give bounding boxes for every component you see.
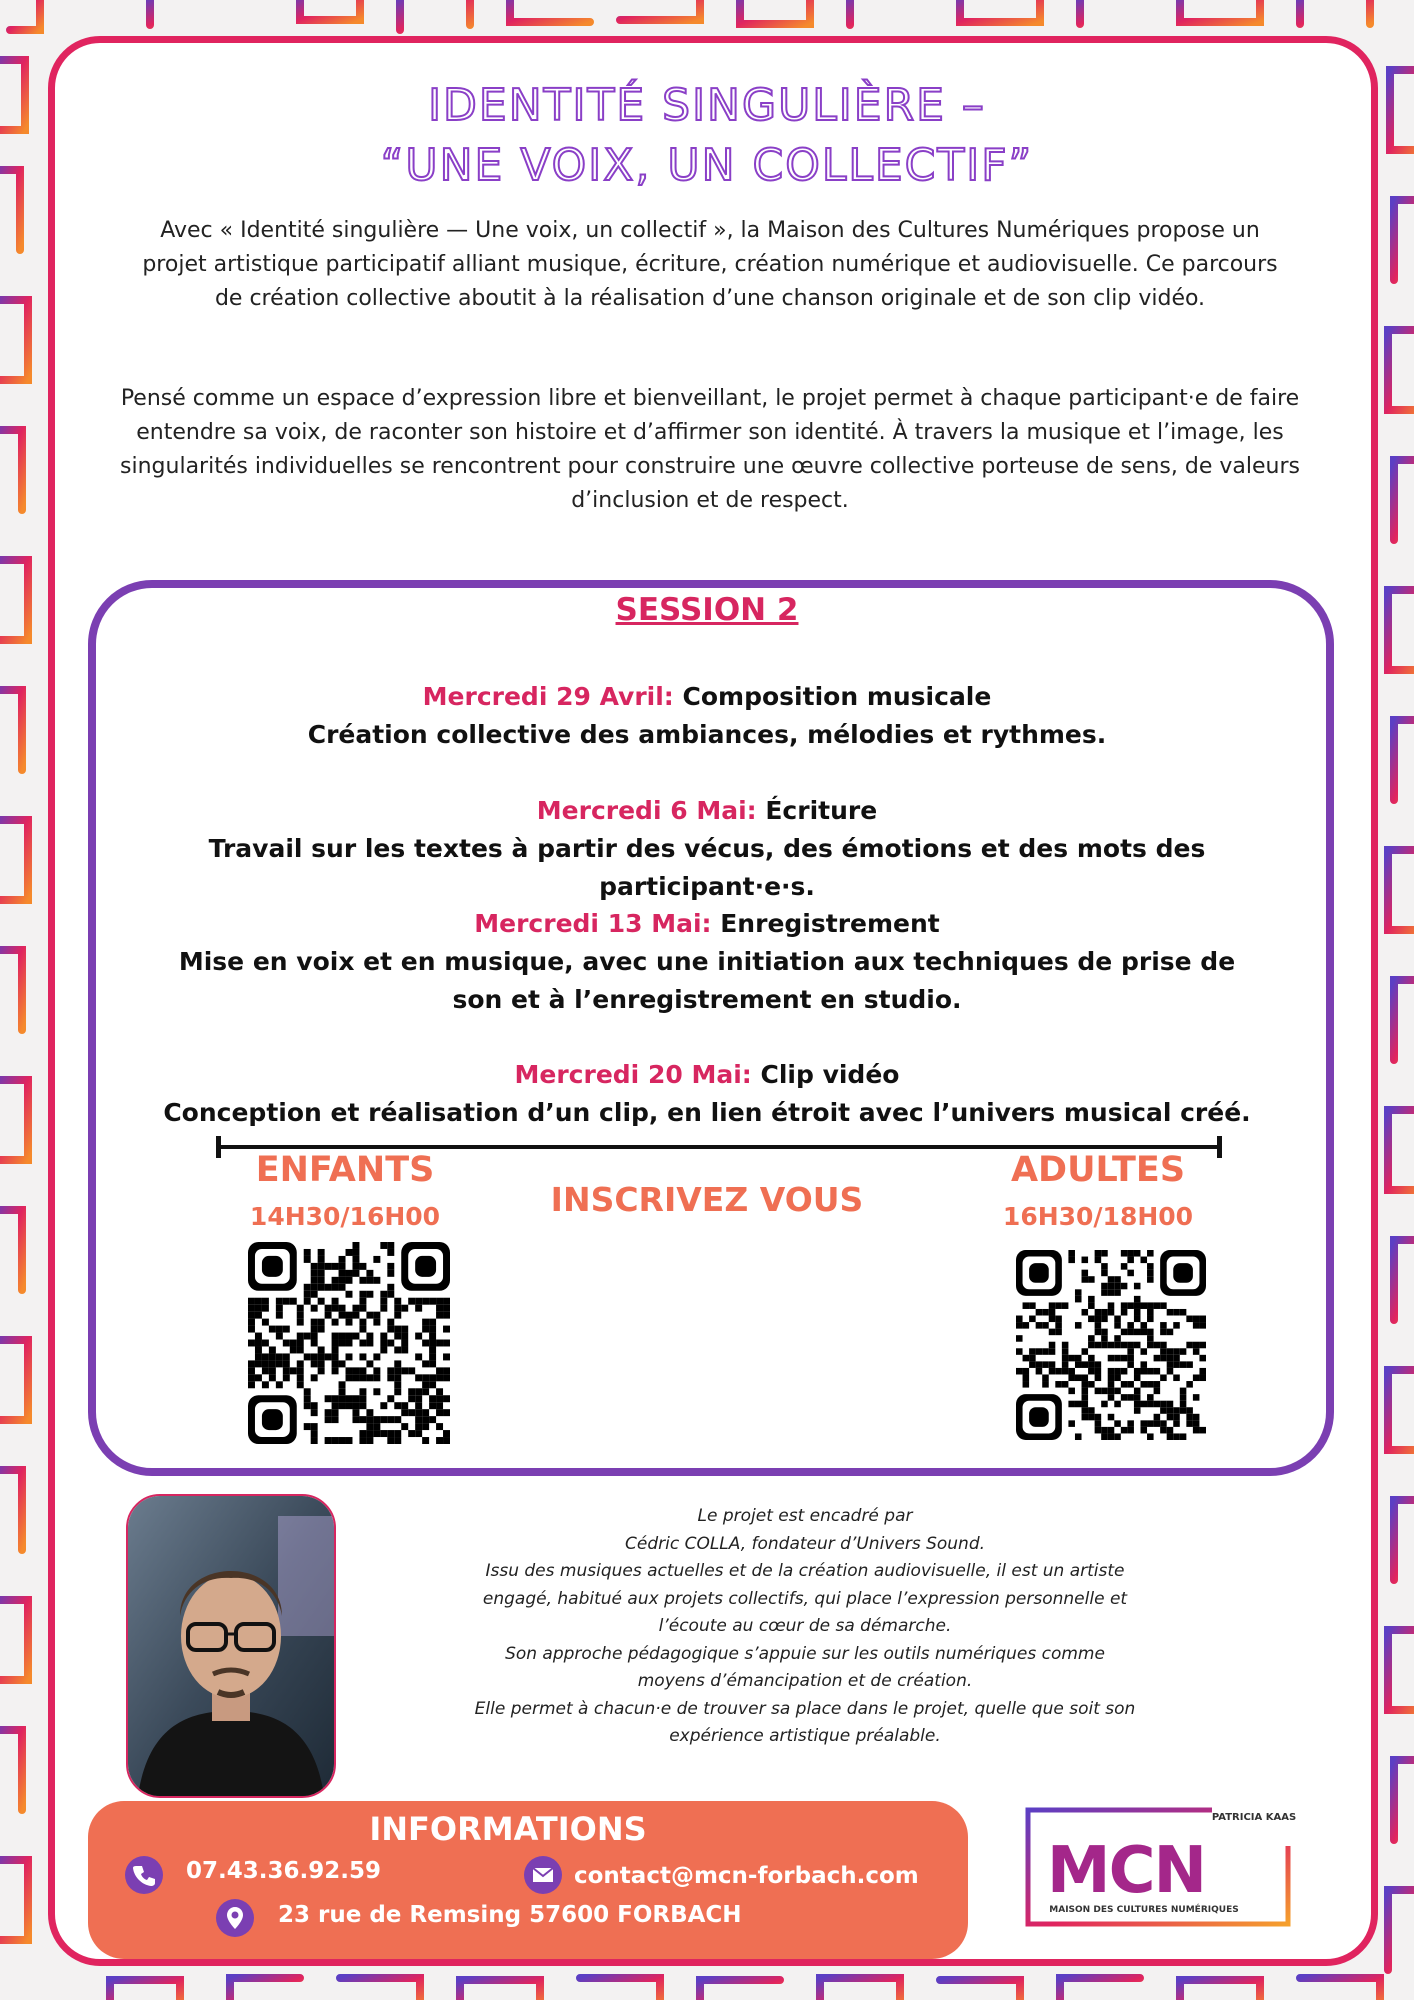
- day-topic: Clip vidéo: [760, 1060, 900, 1089]
- day-topic: Écriture: [765, 796, 878, 825]
- email-address[interactable]: contact@mcn-forbach.com: [574, 1863, 919, 1889]
- email-icon: [524, 1856, 562, 1894]
- day-description: Travail sur les textes à partir des vécus, des émotions et des mots des participant·e·s.: [208, 834, 1206, 901]
- session-day-2: [100, 792, 1314, 906]
- instructor-photo: [126, 1494, 336, 1798]
- bio-line: Le projet est encadré par: [697, 1506, 913, 1526]
- bio-line: Elle permet à chacun·e de trouver sa place dans le projet, quelle que soit son: [474, 1698, 1136, 1719]
- location-pin-icon: [216, 1899, 254, 1937]
- adults-time: 16H30/18H00: [1002, 1202, 1194, 1231]
- bio-line: moyens d’émancipation et de création.: [637, 1671, 973, 1691]
- title-line-2: “UNE VOIX, UN COLLECTIF”: [380, 140, 1034, 191]
- day-topic: Composition musicale: [682, 682, 992, 711]
- children-qr-code[interactable]: [248, 1242, 450, 1444]
- bio-line: l’écoute au cœur de sa démarche.: [658, 1616, 952, 1636]
- bio-line: engagé, habitué aux projets collectifs, qui place l’expression personnelle et: [482, 1588, 1128, 1609]
- day-description: Conception et réalisation d’un clip, en lien étroit avec l’univers musical créé.: [163, 1098, 1251, 1127]
- day-date: Mercredi 13 Mai:: [474, 909, 712, 938]
- address: 23 rue de Remsing 57600 FORBACH: [278, 1902, 742, 1928]
- adults-qr-code[interactable]: [1016, 1250, 1206, 1440]
- intro-paragraph-2: Pensé comme un espace d’expression libre et bienveillant, le projet permet à chaque participant·e de faire entendre sa voix, de raconter son histoire et d’affirmer son identité. À travers la musique et l’image, les singularités individuelles se rencontrent pour construire une œuvre collective porteuse de sens, de valeurs d’inclusion et de respect.: [120, 386, 1300, 513]
- children-label: ENFANTS: [255, 1150, 435, 1190]
- divider-rule: [216, 1145, 1222, 1149]
- svg-text:MCN: MCN: [1046, 1834, 1206, 1908]
- mcn-logo: [1018, 1806, 1298, 1930]
- bio-line: Son approche pédagogique s’appuie sur les outils numériques comme: [505, 1643, 1105, 1664]
- phone-number[interactable]: 07.43.36.92.59: [186, 1858, 381, 1884]
- bio-line: Cédric COLLA, fondateur d’Univers Sound.: [624, 1533, 986, 1554]
- info-title: INFORMATIONS: [369, 1810, 647, 1848]
- intro-paragraph-1: Avec « Identité singulière — Une voix, un collectif », la Maison des Cultures Numériques propose un projet artistique participatif alliant musique, écriture, création numérique et audiovisuelle. Ce parcours de création collective aboutit à la réalisation d’une chanson originale et de son clip vidéo.: [142, 218, 1278, 311]
- day-date: Mercredi 29 Avril:: [422, 682, 674, 711]
- day-description: Création collective des ambiances, mélodies et rythmes.: [307, 720, 1107, 749]
- register-cta: INSCRIVEZ VOUS: [550, 1180, 864, 1219]
- session-day-1: [100, 678, 1314, 754]
- svg-text:PATRICIA KAAS: PATRICIA KAAS: [1211, 1812, 1297, 1823]
- adults-label: ADULTES: [1010, 1150, 1186, 1190]
- instructor-bio: [430, 1503, 1180, 1751]
- day-date: Mercredi 20 Mai:: [514, 1060, 752, 1089]
- session-day-4: [100, 1056, 1314, 1132]
- bio-line: expérience artistique préalable.: [669, 1726, 941, 1746]
- day-topic: Enregistrement: [720, 909, 940, 938]
- phone-icon: [125, 1856, 163, 1894]
- session-title: SESSION 2: [615, 592, 799, 628]
- bio-line: Issu des musiques actuelles et de la création audiovisuelle, il est un artiste: [485, 1561, 1125, 1581]
- svg-text:MAISON DES CULTURES NUMÉRIQUES: MAISON DES CULTURES NUMÉRIQUES: [1049, 1905, 1239, 1915]
- day-date: Mercredi 6 Mai:: [536, 796, 757, 825]
- title-line-1: IDENTITÉ SINGULIÈRE –: [428, 80, 986, 131]
- children-time: 14H30/16H00: [249, 1202, 441, 1231]
- day-description: Mise en voix et en musique, avec une initiation aux techniques de prise de son et à l’enregistrement en studio.: [178, 947, 1236, 1014]
- session-day-3: [150, 905, 1264, 1019]
